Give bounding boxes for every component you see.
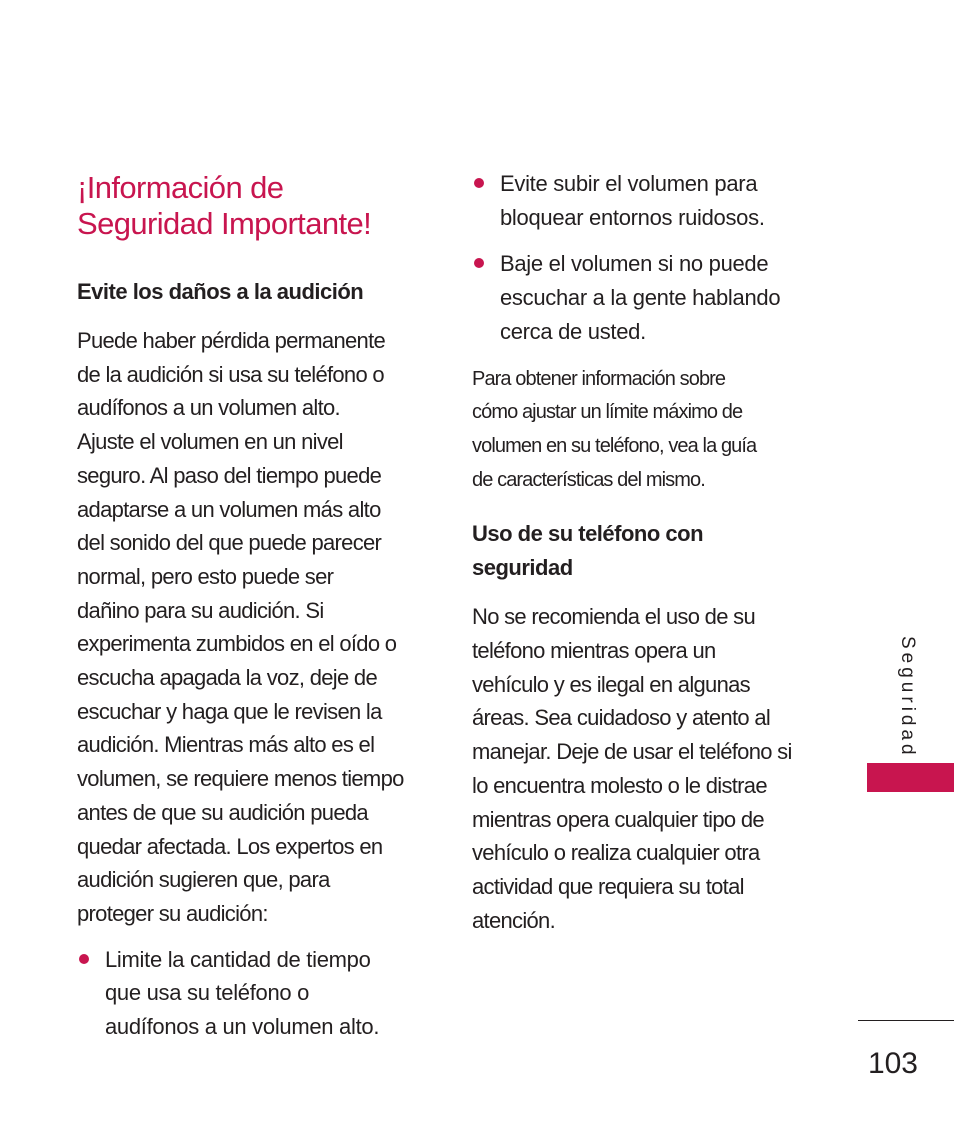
side-tab-marker [867, 763, 954, 792]
volume-bullet-list [472, 167, 824, 349]
page-title-line-1: ¡Información de [77, 170, 284, 205]
page-title-line-2: Seguridad Importante! [77, 206, 372, 241]
right-column [472, 167, 824, 937]
page-number: 103 [867, 1047, 918, 1080]
footer-divider [858, 1020, 954, 1021]
bullet-dot-icon [474, 178, 484, 188]
volume-limit-note: Para obtener información sobre cómo ajustar un límite máximo de volumen en su teléfono, vea la guía de características del mismo. [472, 367, 757, 491]
safe-use-paragraph: No se recomienda el uso de su teléfono mientras opera un vehículo y es ilegal en algunas áreas. Sea cuidadoso y atento al manejar. Deje de usar el teléfono si lo encuentra molesto o le distrae mientras opera cualquier tipo de vehículo o realiza cualquier otra actividad que requiera su total atención. [472, 604, 792, 933]
bullet-dot-icon [474, 258, 484, 268]
section-heading-safe-use: Uso de su teléfono con seguridad [472, 521, 704, 581]
left-column [77, 170, 427, 1044]
hearing-bullet-list [77, 943, 427, 1044]
list-item: Evite subir el volumen para bloquear entornos ruidosos. [472, 167, 824, 234]
list-item: Limite la cantidad de tiempo que usa su teléfono o audífonos a un volumen alto. [77, 943, 427, 1044]
side-tab-label: Seguridad [897, 636, 918, 759]
page-title [77, 170, 427, 242]
section-heading-hearing: Evite los daños a la audición [77, 279, 364, 304]
bullet-dot-icon [79, 954, 89, 964]
hearing-paragraph: Puede haber pérdida permanente de la audición si usa su teléfono o audífonos a un volumen alto. Ajuste el volumen en un nivel seguro. Al paso del tiempo puede adaptarse a un volumen más alto del sonido del que puede parecer normal, pero esto puede ser dañino para su audición. Si experimenta zumbidos en el oído o escucha apagada la voz, deje de escuchar y haga que le revisen la audición. Mientras más alto es el volumen, se requiere menos tiempo antes de que su audición pueda quedar afectada. Los expertos en audición sugieren que, para proteger su audición: [77, 328, 404, 926]
list-item: Baje el volumen si no puede escuchar a la gente hablando cerca de usted. [472, 247, 824, 348]
